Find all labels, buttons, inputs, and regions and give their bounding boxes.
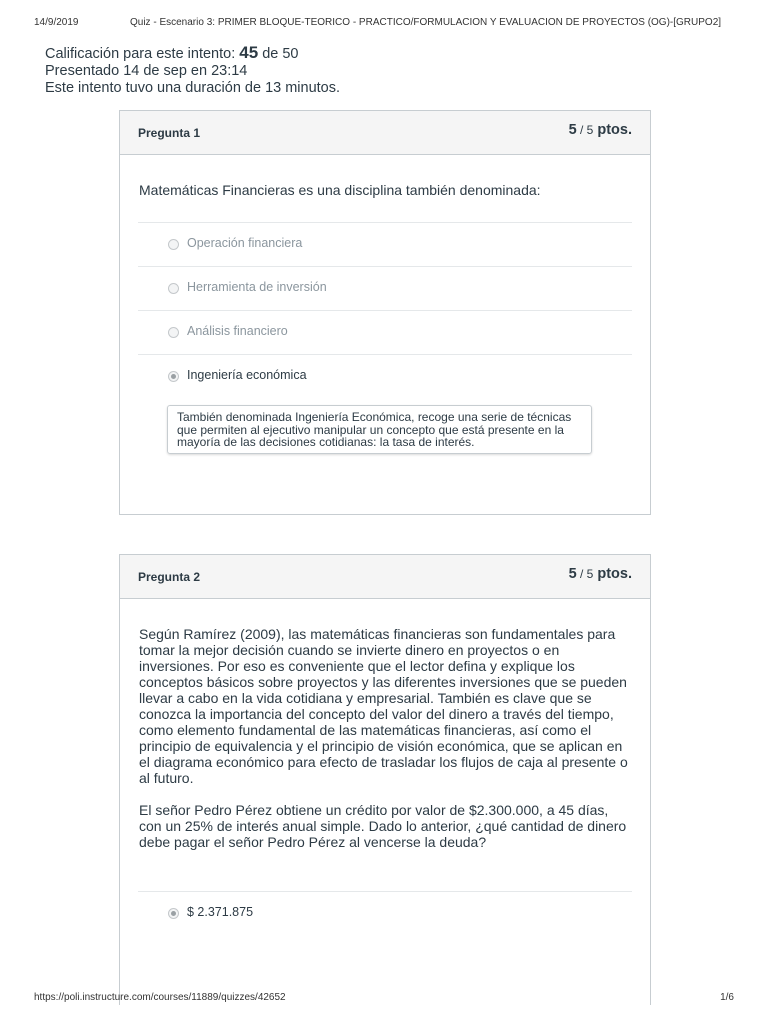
radio-button[interactable] — [168, 239, 179, 250]
answer-label: Ingeniería económica — [187, 368, 307, 382]
answer-option-selected[interactable] — [138, 891, 632, 935]
answer-label: Análisis financiero — [187, 324, 288, 338]
score-suffix: de 50 — [258, 46, 299, 62]
radio-button-checked[interactable] — [168, 908, 179, 919]
question-paragraph: Según Ramírez (2009), las matemáticas financieras son fundamentales para tomar la mejor decisión cuando se invierte dinero en proyectos o en inversiones. Por eso es conveniente que el lector defina y explique los conceptos básicos sobre proyectos y las diferentes inversiones que se pueden llevar a cabo en la vida cotidiana y empresarial. También es clave que se conozca la importancia del concepto del valor del dinero a través del tiempo, como elemento fundamental de las matemáticas financieras, así como el principio de equivalencia y el principio de visión económica, que se aplican en el diagrama económico para efecto de trasladar los flujos de caja al presente o al futuro. — [139, 626, 628, 786]
points-earned: 5 — [568, 122, 577, 138]
answer-list — [138, 222, 632, 398]
points-unit: ptos. — [593, 122, 632, 138]
question-1 — [119, 110, 651, 515]
answer-option-selected[interactable] — [138, 354, 632, 398]
points-total: / 5 — [576, 567, 594, 581]
question-text: Matemáticas Financieras es una disciplina también denominada: — [139, 182, 541, 198]
attempt-summary — [45, 44, 340, 97]
page-number: 1/6 — [720, 992, 734, 1003]
question-header — [120, 111, 650, 155]
radio-button[interactable] — [168, 327, 179, 338]
print-url: https://poli.instructure.com/courses/11889/quizzes/42652 — [34, 992, 286, 1003]
question-title: Pregunta 1 — [138, 126, 201, 140]
answer-option[interactable] — [138, 310, 632, 354]
question-header — [120, 555, 650, 599]
print-footer — [34, 992, 734, 1006]
answer-comment: También denominada Ingeniería Económica, recoge una serie de técnicas que permiten al ejecutivo manipular un concepto que está presente en la mayoría de las decisiones cotidianas: la tasa de interés. — [167, 405, 592, 454]
radio-button[interactable] — [168, 283, 179, 294]
question-points — [569, 122, 632, 138]
points-total: / 5 — [576, 123, 594, 137]
duration-line: Este intento tuvo una duración de 13 minutos. — [45, 80, 341, 96]
points-unit: ptos. — [593, 566, 632, 582]
print-title: Quiz - Escenario 3: PRIMER BLOQUE-TEORICO - PRACTICO/FORMULACION Y EVALUACION DE PROYECTOS (OG)-[GRUPO2] — [130, 17, 722, 28]
points-earned: 5 — [568, 566, 577, 582]
score-value: 45 — [239, 43, 259, 62]
answer-label: Herramienta de inversión — [187, 280, 327, 294]
answer-option[interactable] — [138, 222, 632, 266]
print-date: 14/9/2019 — [34, 17, 79, 28]
score-prefix: Calificación para este intento: — [45, 46, 240, 62]
question-paragraph: El señor Pedro Pérez obtiene un crédito por valor de $2.300.000, a 45 días, con un 25% de interés anual simple. Dado lo anterior, ¿qué cantidad de dinero debe pagar el señor Pedro Pérez al vencerse la deuda? — [139, 802, 627, 850]
question-title: Pregunta 2 — [138, 570, 201, 584]
answer-list — [138, 891, 632, 935]
submitted-line: Presentado 14 de sep en 23:14 — [45, 63, 248, 79]
print-header — [34, 17, 734, 31]
radio-button-checked[interactable] — [168, 371, 179, 382]
answer-label: Operación financiera — [187, 236, 303, 250]
question-points — [569, 566, 632, 582]
question-text — [139, 626, 631, 866]
answer-option[interactable] — [138, 266, 632, 310]
question-2 — [119, 554, 651, 1005]
score-line — [45, 44, 340, 63]
answer-label: $ 2.371.875 — [187, 905, 254, 919]
